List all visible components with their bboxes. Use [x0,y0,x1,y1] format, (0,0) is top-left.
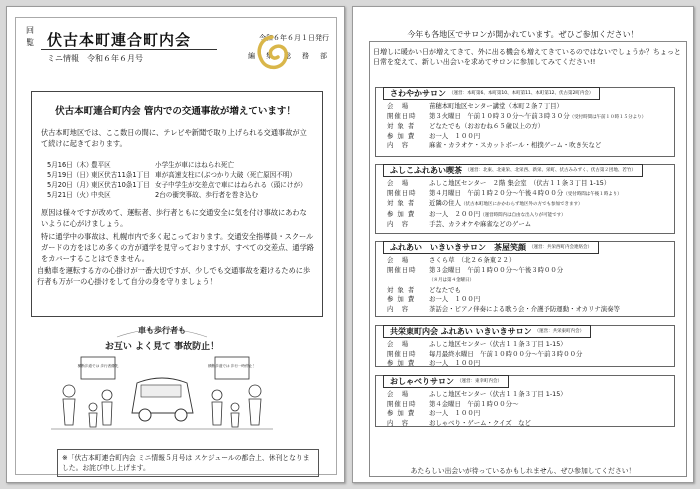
salon-row [387,256,620,266]
row-value: 麻雀・カラオケ・スカットボール・相撲ゲーム・吹き矢など [429,141,602,149]
sign-left-text: 横断歩道では 歩行者優先 [77,364,119,368]
row-key: 会 場 [387,340,410,348]
row-key: 開催日時 [387,188,417,197]
salon-row [387,390,567,400]
row-note: （８月は第４金曜日） [429,278,474,283]
salon-row [387,295,620,305]
salon-name: 共栄東町内会 ふれあい いきいきサロン [390,327,532,336]
row-key: 対 象 者 [387,122,416,130]
incident-content: 車が高速支柱に(ぶつかり大破（死亡原因不明） [155,171,297,179]
salon-details [387,102,646,151]
row-note: （伏古本町地区にかかわらず地区外の方でも参加できます） [460,202,583,207]
row-value: どなたでも（おおむね６５歳以上の方） [429,122,545,130]
row-key: 開催日時 [387,111,417,120]
row-value: お一人 ２００円 [429,209,481,218]
issue-date: 令和６年６月１日発行 [259,34,329,42]
salon-row [387,122,646,132]
row-key: 会 場 [387,390,410,398]
row-value: お一人 １００円 [429,359,481,367]
salon-row [387,286,620,296]
salon-name: おしゃべりサロン [390,377,454,386]
suspension-notice: ※「伏古本町連合町内会 ミニ情報５月号は スケジュールの都合上、休刊となりました。お詫び申し上げます。 [57,449,319,477]
salon-operator: （運営：共栄東町内会） [534,329,585,334]
salon-kyoei-higashi [383,319,591,369]
header-divider [41,49,217,50]
row-value: おしゃべり・ゲーム・クイズ など [429,418,531,427]
salon-name-badge [383,375,509,388]
salon-page-title: 今年も各地区でサロンが開かれています。ぜひご参加ください！ [407,30,639,39]
row-value: お一人 １００円 [429,409,481,417]
salon-details [387,179,643,230]
salon-row [387,102,646,112]
salon-row [387,179,643,189]
kairan-char-1: 回 [26,26,34,35]
salon-operator: （運営：共栄西町内会連絡会） [529,245,592,250]
newsletter-header [17,21,337,71]
salon-row [387,305,620,315]
salon-operator: （運営：本町第6、本町第10、本町第11、本町第12、伏古第2町内会） [449,91,594,96]
row-key: 内 容 [387,304,410,313]
salon-details [387,340,591,369]
salon-row [387,359,591,369]
row-key: 対 象 者 [387,285,416,294]
row-key: 参 加 費 [387,359,416,367]
row-value: ふしこ地区センター ２階 集会室 （伏古１１条３丁目 1-15） [429,179,611,187]
salon-name: さわやかサロン [390,89,446,98]
row-value: ふしこ地区センター（伏古１１条３丁目 1-15） [429,390,567,398]
salon-row [387,132,646,142]
kairan-mark [23,25,37,49]
kairan-char-2: 覧 [26,38,34,47]
row-value: 第３金曜日 午前１時００分～午後３時００分 [429,265,564,274]
article-advice: 自動車を運転する方の心掛けが一番大切ですが、少しでも交通事故を避けるために歩行者も万が一の心掛けをして自分の身を守りましょう！ [37,266,311,286]
row-key: 内 容 [387,220,410,228]
row-value: 第４月曜日 午前１時２０分～午後４時００分 [429,188,564,197]
salon-name: ふれあい いきいきサロン 茶屋笑顔 [390,243,526,252]
salon-oshaberi [383,369,567,428]
incident-row [47,170,307,180]
traffic-safety-illustration [47,317,277,437]
salon-name-badge [383,325,591,338]
salon-row [387,141,646,151]
incident-date: 5月16日（木） [47,161,93,169]
row-value: 苗穂本町地区センター講堂（本町２条７丁目） [429,102,563,110]
row-value: お一人 １００円 [429,295,481,303]
row-value: ふしこ地区センター（伏古１１条３丁目 1-15） [429,340,567,348]
salon-details [387,256,620,314]
salon-sawayaka [383,81,646,151]
row-key: 参 加 費 [387,409,416,417]
illustration-banner-2: お互い よく見て 事故防止！ [104,342,220,352]
row-key: 開催日時 [387,265,417,274]
row-value: 第３火曜日 午前１０時３０分～午前３時３０分 [429,111,570,120]
row-key: 対 象 者 [387,199,416,207]
salon-row [387,199,643,210]
salon-name-badge [383,241,599,254]
row-key: 会 場 [387,102,410,110]
association-name: 伏古本町連合町内会 [47,31,192,49]
incident-date: 5月20日（月） [47,181,93,189]
salon-row [387,419,567,429]
incident-list [47,160,307,200]
row-value: お一人 １００円 [429,131,481,140]
row-value: 手芸、カラオケや麻雀などのゲーム [429,220,532,228]
row-key: 開催日時 [387,349,417,358]
incident-place: 豊平区 [91,161,111,169]
row-key: 内 容 [387,418,410,427]
row-key: 参 加 費 [387,209,416,218]
incident-content: 小学生が車にはねられ死亡 [155,161,235,169]
salon-chaya-egao [383,235,620,314]
row-value: 茶話会・ピアノ伴奏による歌う会・介護予防運動・オカリナ演奏等 [429,304,620,313]
incident-place: 中央区 [91,191,111,199]
salon-intro: 日増しに暖かい日が増えてきて、外に出る機会も増えてきているのではないでしょうか？ちょっと日常を変えて、新しい出会いを求めてサロンに参加してみてください!! [373,48,681,66]
salon-operator: （運営：北東、北東栄、北栄西、新栄、栄町、伏古みみずく、伏古第２団地、若竹） [465,168,636,173]
right-page [352,6,694,483]
incident-place: 東区伏古10条1丁目 [91,181,150,189]
row-value: 第４金曜日 午前１時００分～ [429,399,519,408]
salon-row [387,189,643,200]
incident-content: 女子中学生が交差点で車にはねられる（頭にけが） [155,181,307,189]
incident-date: 5月21日（火） [47,191,93,199]
salon-row [387,400,567,410]
salon-operator: （運営：東幸町内会） [457,379,502,384]
salon-row [387,350,591,360]
salon-row [387,275,620,286]
left-page [6,6,345,483]
article-headline: 伏古本町連合町内会 管内での交通事故が増えています！ [55,106,296,117]
row-value: さくら草 （北２６条東２２） [429,256,516,264]
row-value: どなたでも [429,285,461,294]
row-key: 参 加 費 [387,131,416,140]
salon-closing-message: あたらしい出会いが待っているかもしれません、ぜひ参加してください！ [410,467,636,475]
row-key: 内 容 [387,141,410,149]
incident-date: 5月19日（日） [47,171,93,179]
mini-info-title: ミニ情報 令和６年６月号 [47,54,143,63]
row-key: 会 場 [387,256,410,264]
row-key: 開催日時 [387,399,417,408]
salon-name: ふしこふれあい喫茶 [390,166,462,175]
salon-row [387,220,643,230]
salon-details [387,390,567,428]
swirl-logo-icon [250,33,294,77]
salon-fushiko-kissa [383,158,643,230]
row-key: 参 加 費 [387,295,416,303]
row-note: （運営時間内は自由な出入りが可能です） [480,212,566,218]
row-value: 近隣の住人 [429,199,461,207]
salon-name-badge [383,87,600,100]
salon-row [387,112,646,123]
incident-row [47,160,307,170]
sign-right-text: 横断歩道では 歩行一時停止！ [208,364,256,368]
row-value: 毎月最終水曜日 午前１０時００分～午前３時００分 [429,349,583,358]
article-intro: 伏古本町地区では、ここ数日の間に、テレビや新聞で取り上げられる交通事故が立て続けに起きております。 [41,128,307,148]
row-key: 会 場 [387,179,410,187]
incident-row [47,190,307,200]
salon-row [387,409,567,419]
editor-credit: 編 集 総 務 部 [248,52,329,60]
incident-place: 東区伏古11条1丁目 [91,171,150,179]
article-school-route: 特に通学中の事故は、札幌市内で多く起こっております。交通安全指導員・スクールガードの方をはじめ多くの方が通学を見守っておりますが、すべての交差点、通学路をカバーすることはできません。 [41,232,314,263]
row-note: （受付時間は午前１０時１５分より） [569,114,647,120]
incident-content: 2台の衝突事故、歩行者を巻き込む [155,191,259,199]
article-cause: 原因は様々ですが改めて、運転者、歩行者ともに交通安全に気を付け事故にあわないように心がけましょう。 [41,208,307,228]
salon-row [387,210,643,221]
salon-row [387,340,591,350]
salon-row [387,266,620,276]
illustration-banner-1: 車も歩行者も [138,326,186,335]
salon-name-badge [383,164,643,177]
row-note: （受付時間は午後１時より） [563,191,622,197]
incident-row [47,180,307,190]
